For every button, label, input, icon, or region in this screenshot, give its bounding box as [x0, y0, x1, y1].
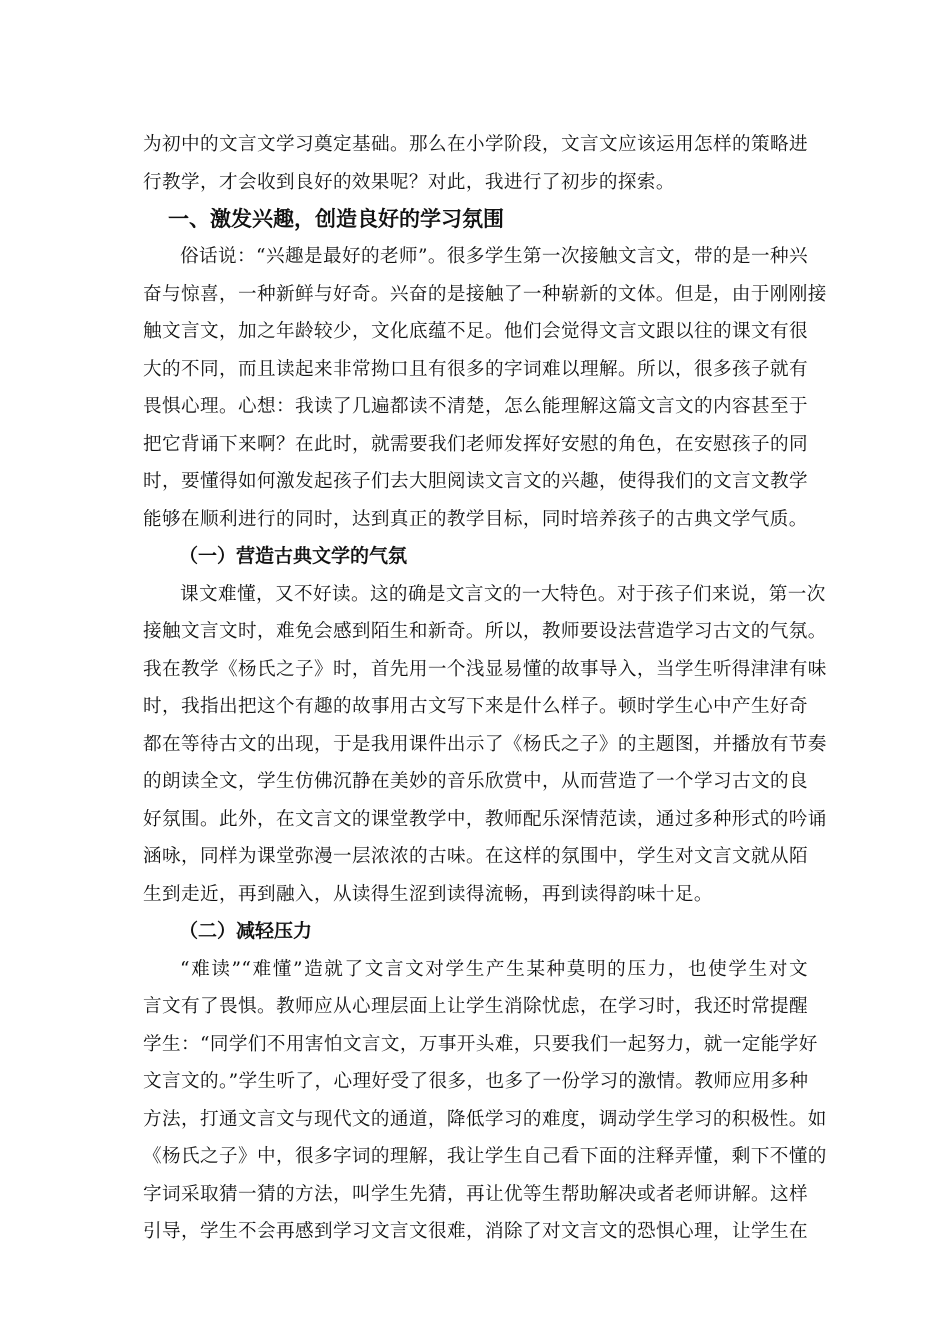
text-line: “难读”“难懂”造就了文言文对学生产生某种莫明的压力，也使学生对文 [180, 958, 808, 980]
text-line: 接触文言文时，难免会感到陌生和新奇。所以，教师要设法营造学习古文的气氛。 [143, 621, 827, 642]
subsection-heading: （二）减轻压力 [179, 920, 313, 942]
subsection-heading: （一）营造古典文学的气氛 [179, 545, 408, 567]
text-line: 的朗读全文，学生仿佛沉静在美妙的音乐欣赏中，从而营造了一个学习古文的良 [143, 771, 808, 792]
text-line: 文言文的。”学生听了，心理好受了很多，也多了一份学习的激情。教师应用多种 [143, 1071, 809, 1092]
text-line: 生到走近，再到融入，从读得生涩到读得流畅，再到读得韵味十足。 [143, 883, 713, 905]
text-line: 能够在顺利进行的同时，达到真正的教学目标，同时培养孩子的古典文学气质。 [143, 508, 808, 530]
subsection1-paragraph [143, 576, 827, 914]
text-line: 行教学，才会收到良好的效果呢？对此，我进行了初步的探索。 [143, 171, 675, 193]
section-heading: 一、激发兴趣，创造良好的学习氛围 [168, 207, 504, 231]
text-line: 言文有了畏惧。教师应从心理层面上让学生消除忧虑，在学习时，我还时常提醒 [143, 996, 808, 1017]
text-line: 把它背诵下来啊？在此时，就需要我们老师发挥好安慰的角色，在安慰孩子的同 [143, 433, 808, 455]
intro-paragraph [143, 126, 808, 201]
text-line: 奋与惊喜，一种新鲜与好奇。兴奋的是接触了一种崭新的文体。但是，由于刚刚接 [143, 283, 827, 305]
text-line: 课文难懂，又不好读。这的确是文言文的一大特色。对于孩子们来说，第一次 [180, 583, 826, 605]
text-line: 我在教学《杨氏之子》时，首先用一个浅显易懂的故事导入，当学生听得津津有味 [143, 658, 827, 680]
text-line: 都在等待古文的出现，于是我用课件出示了《杨氏之子》的主题图，并播放有节奏 [143, 733, 827, 755]
document-body [143, 126, 827, 1251]
text-line: 畏惧心理。心想：我读了几遍都读不清楚，怎么能理解这篇文言文的内容甚至于 [143, 396, 808, 417]
text-line: 时，要懂得如何激发起孩子们去大胆阅读文言文的兴趣，使得我们的文言文教学 [143, 471, 808, 492]
text-line: 引导，学生不会再感到学习文言文很难，消除了对文言文的恐惧心理，让学生在 [143, 1221, 808, 1242]
text-line: 字词采取猜一猜的方法，叫学生先猜，再让优等生帮助解决或者老师讲解。这样 [143, 1183, 808, 1205]
text-line: 俗话说：“兴趣是最好的老师”。很多学生第一次接触文言文，带的是一种兴 [180, 246, 808, 267]
text-line: 大的不同，而且读起来非常拗口且有很多的字词难以理解。所以，很多孩子就有 [143, 358, 808, 380]
section1-paragraph [143, 238, 827, 538]
text-line: 好氛围。此外，在文言文的课堂教学中，教师配乐深情范读，通过多种形式的吟诵 [143, 808, 827, 830]
text-line: 学生：“同学们不用害怕文言文，万事开头难，只要我们一起努力，就一定能学好 [143, 1033, 818, 1055]
subsection2-paragraph [143, 951, 827, 1251]
text-line: 触文言文，加之年龄较少，文化底蕴不足。他们会觉得文言文跟以往的课文有很 [143, 321, 808, 342]
text-line: 《杨氏之子》中，很多字词的理解，我让学生自己看下面的注释弄懂，剩下不懂的 [143, 1146, 827, 1167]
text-line: 时，我指出把这个有趣的故事用古文写下来是什么样子。顿时学生心中产生好奇 [143, 696, 808, 717]
text-line: 涵咏，同样为课堂弥漫一层浓浓的古味。在这样的氛围中，学生对文言文就从陌 [143, 846, 808, 867]
text-line: 方法，打通文言文与现代文的通道，降低学习的难度，调动学生学习的积极性。如 [143, 1108, 827, 1130]
text-line: 为初中的文言文学习奠定基础。那么在小学阶段，文言文应该运用怎样的策略进 [143, 134, 808, 155]
